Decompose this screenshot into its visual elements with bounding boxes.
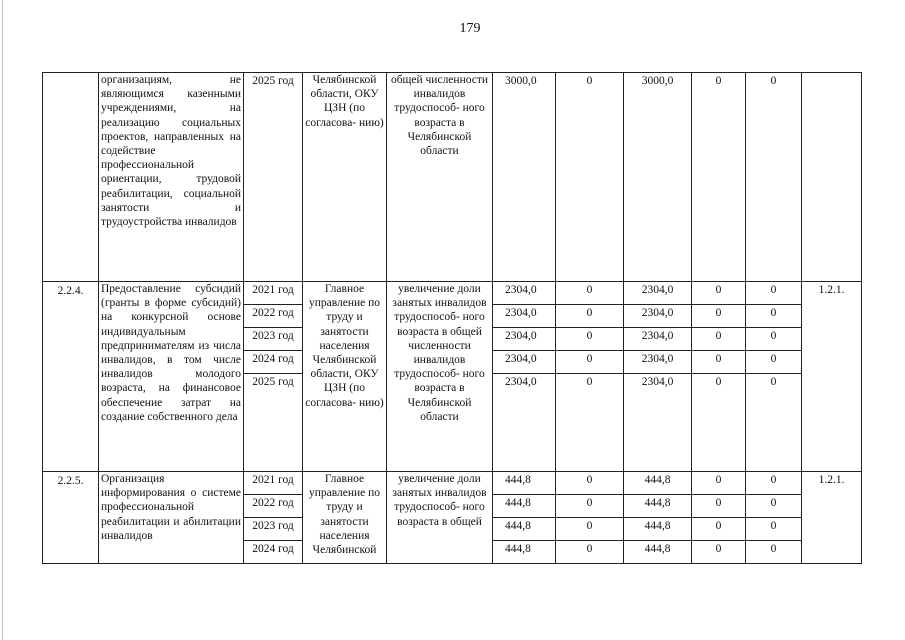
year-cell: 2021 год xyxy=(244,472,303,495)
federal-value: 0 xyxy=(556,495,624,518)
regional-value: 2304,0 xyxy=(624,374,692,472)
other-value: 0 xyxy=(746,495,802,518)
regional-value: 2304,0 xyxy=(624,282,692,305)
local-value: 0 xyxy=(692,73,746,282)
executor: Главное управление по труду и занятости населения Челябинской xyxy=(303,472,387,564)
year-cell: 2022 год xyxy=(244,305,303,328)
local-value: 0 xyxy=(692,472,746,495)
other-value: 0 xyxy=(746,73,802,282)
other-value: 0 xyxy=(746,282,802,305)
other-value: 0 xyxy=(746,518,802,541)
row-number: 2.2.5. xyxy=(43,472,99,564)
federal-value: 0 xyxy=(556,328,624,351)
total-value: 2304,0 xyxy=(493,374,556,472)
total-value: 2304,0 xyxy=(493,282,556,305)
regional-value: 2304,0 xyxy=(624,351,692,374)
program-table xyxy=(42,72,862,564)
local-value: 0 xyxy=(692,305,746,328)
indicator: увеличение доли занятых инвалидов трудоспособ- ного возраста в общей xyxy=(387,472,493,564)
regional-value: 444,8 xyxy=(624,541,692,564)
indicator: увеличение доли занятых инвалидов трудоспособ- ного возраста в общей численности инвалидов трудоспособ- ного возраста в Челябинской области xyxy=(387,282,493,472)
regional-value: 2304,0 xyxy=(624,305,692,328)
regional-value: 3000,0 xyxy=(624,73,692,282)
federal-value: 0 xyxy=(556,282,624,305)
row-number xyxy=(43,73,99,282)
year-cell: 2023 год xyxy=(244,328,303,351)
year-cell: 2025 год xyxy=(244,374,303,472)
total-value: 444,8 xyxy=(493,472,556,495)
other-value: 0 xyxy=(746,351,802,374)
year-cell: 2023 год xyxy=(244,518,303,541)
measure-name: организациям, не являющимся казенными учреждениями, на реализацию социальных проектов, направленных на содействие профессиональной ориентации, трудовой реабилитации, социальной занятости и трудоустройства инвалидов xyxy=(99,73,244,282)
table-row xyxy=(43,282,862,305)
total-value: 2304,0 xyxy=(493,351,556,374)
page-margin-line xyxy=(2,0,3,640)
federal-value: 0 xyxy=(556,472,624,495)
federal-value: 0 xyxy=(556,518,624,541)
local-value: 0 xyxy=(692,328,746,351)
page-number: 179 xyxy=(459,21,481,36)
year-cell: 2022 год xyxy=(244,495,303,518)
local-value: 0 xyxy=(692,374,746,472)
executor: Главное управление по труду и занятости населения Челябинской области, ОКУ ЦЗН (по согласова- нию) xyxy=(303,282,387,472)
target-ref xyxy=(802,73,862,282)
other-value: 0 xyxy=(746,305,802,328)
other-value: 0 xyxy=(746,472,802,495)
local-value: 0 xyxy=(692,518,746,541)
other-value: 0 xyxy=(746,374,802,472)
local-value: 0 xyxy=(692,351,746,374)
year-cell: 2021 год xyxy=(244,282,303,305)
total-value: 444,8 xyxy=(493,541,556,564)
local-value: 0 xyxy=(692,541,746,564)
table-row xyxy=(43,73,862,282)
target-ref: 1.2.1. xyxy=(802,282,862,472)
regional-value: 444,8 xyxy=(624,518,692,541)
regional-value: 444,8 xyxy=(624,472,692,495)
total-value: 2304,0 xyxy=(493,328,556,351)
regional-value: 444,8 xyxy=(624,495,692,518)
indicator: общей численности инвалидов трудоспособ- ного возраста в Челябинской области xyxy=(387,73,493,282)
measure-name: Организация информирования о системе профессиональной реабилитации и абилитации инвалидов xyxy=(99,472,244,564)
federal-value: 0 xyxy=(556,305,624,328)
year-cell: 2024 год xyxy=(244,351,303,374)
executor: Челябинской области, ОКУ ЦЗН (по согласова- нию) xyxy=(303,73,387,282)
other-value: 0 xyxy=(746,328,802,351)
local-value: 0 xyxy=(692,282,746,305)
year-cell: 2024 год xyxy=(244,541,303,564)
total-value: 444,8 xyxy=(493,518,556,541)
federal-value: 0 xyxy=(556,374,624,472)
year-cell: 2025 год xyxy=(244,73,303,282)
row-number: 2.2.4. xyxy=(43,282,99,472)
other-value: 0 xyxy=(746,541,802,564)
federal-value: 0 xyxy=(556,73,624,282)
total-value: 444,8 xyxy=(493,495,556,518)
federal-value: 0 xyxy=(556,351,624,374)
local-value: 0 xyxy=(692,495,746,518)
regional-value: 2304,0 xyxy=(624,328,692,351)
total-value: 3000,0 xyxy=(493,73,556,282)
table-row xyxy=(43,472,862,495)
total-value: 2304,0 xyxy=(493,305,556,328)
federal-value: 0 xyxy=(556,541,624,564)
target-ref: 1.2.1. xyxy=(802,472,862,564)
measure-name: Предоставление субсидий (гранты в форме субсидий) на конкурсной основе индивидуальным предпринимателям из числа инвалидов, в том числе инвалидов молодого возраста, на финансовое обеспечение затрат на создание собственного дела xyxy=(99,282,244,472)
